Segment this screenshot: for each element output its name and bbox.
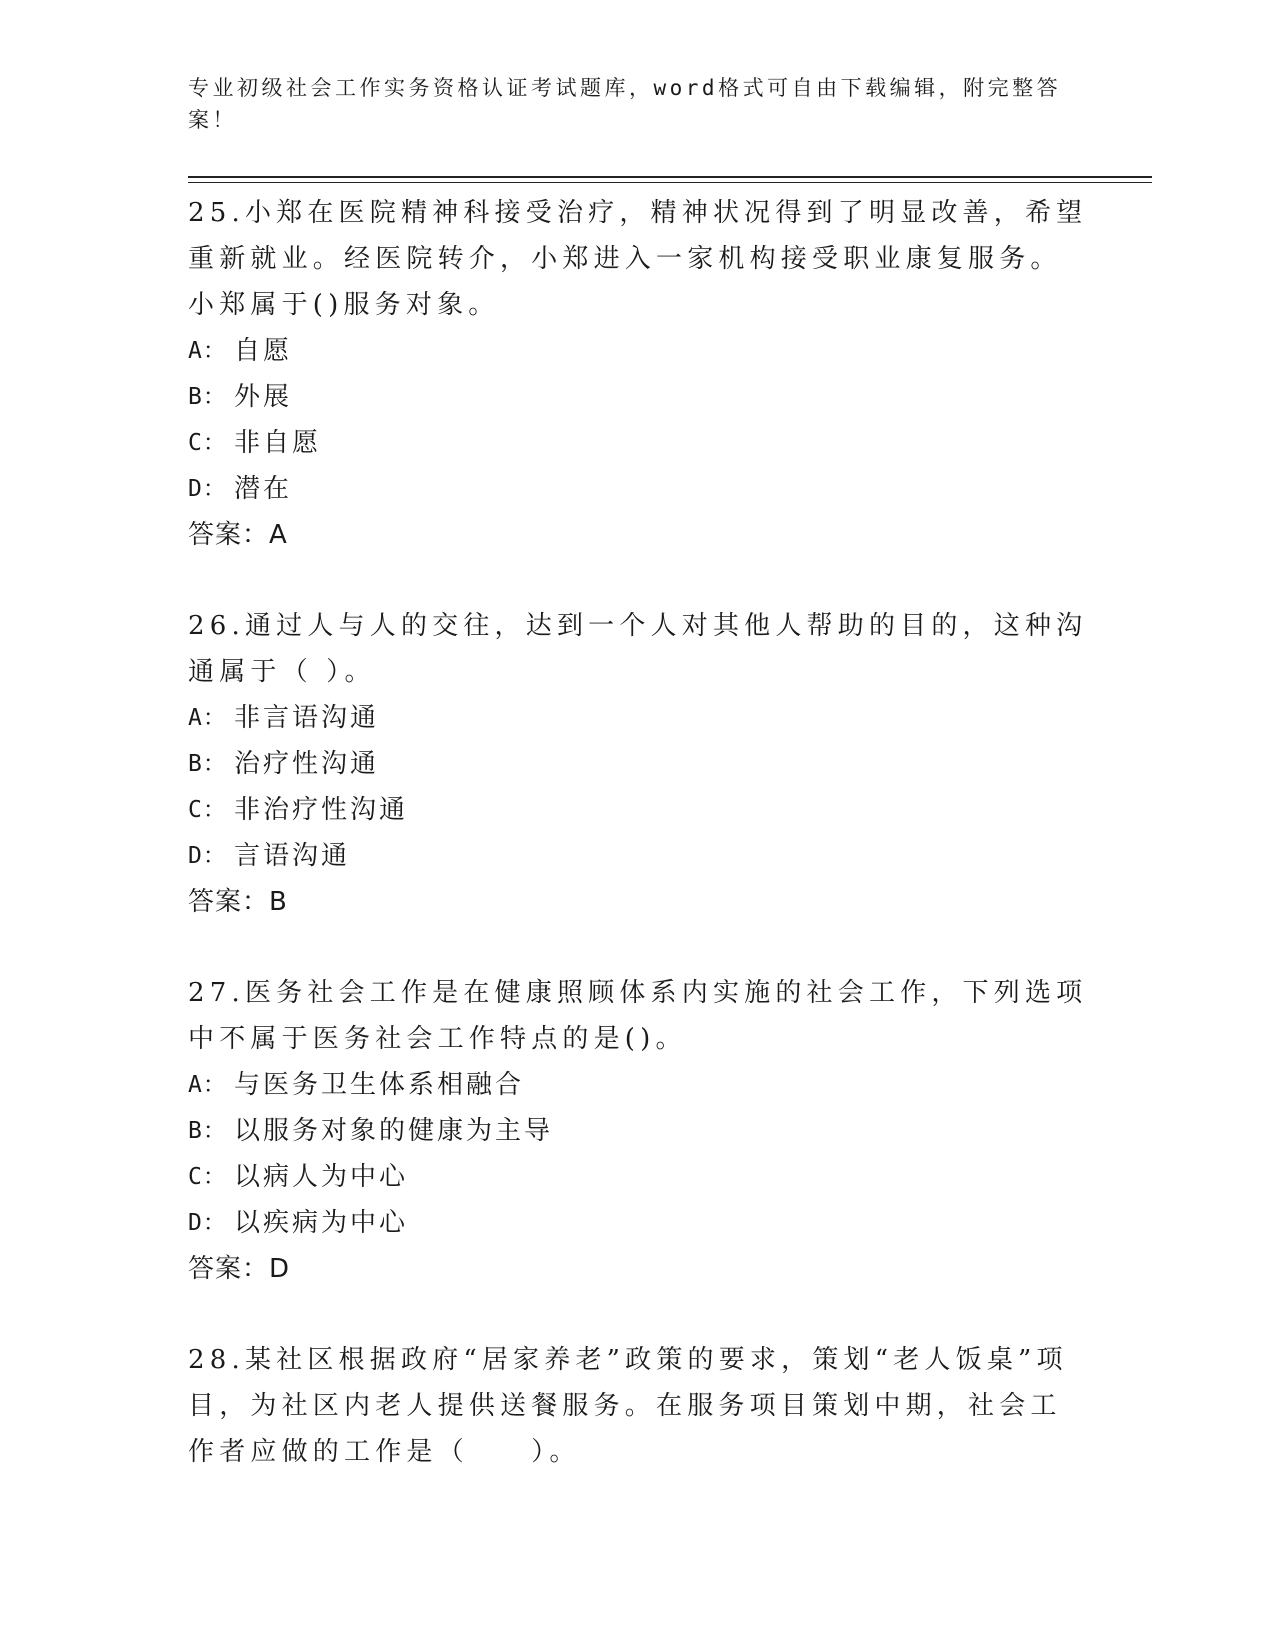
- answer-line: 答案：D: [188, 1254, 291, 1284]
- option-key: C：: [188, 797, 227, 823]
- option-text: 言语沟通: [234, 841, 351, 871]
- option-a: [188, 695, 1088, 741]
- option-key: A：: [188, 705, 227, 731]
- option-key: B：: [188, 1118, 227, 1144]
- option-b: [188, 374, 1088, 420]
- option-c: [188, 420, 1088, 466]
- option-text: 以服务对象的健康为主导: [234, 1116, 554, 1146]
- option-d: [188, 466, 1088, 512]
- page-header: 专业初级社会工作实务资格认证考试题库，word格式可自由下载编辑，附完整答案！: [188, 76, 1062, 132]
- option-d: [188, 833, 1088, 879]
- option-key: C：: [188, 1164, 227, 1190]
- option-c: [188, 787, 1088, 833]
- option-key: B：: [188, 384, 227, 410]
- question-list: [188, 190, 1088, 1520]
- question-stem: 26.通过人与人的交往，达到一个人对其他人帮助的目的，这种沟通属于（ ）。: [188, 611, 1088, 687]
- option-key: C：: [188, 430, 227, 456]
- question-28: [188, 1337, 1088, 1475]
- option-key: A：: [188, 1072, 227, 1098]
- option-text: 自愿: [234, 336, 293, 366]
- question-25: [188, 190, 1088, 558]
- option-text: 与医务卫生体系相融合: [234, 1070, 525, 1100]
- answer-line: 答案：A: [188, 520, 288, 550]
- question-stem: 27.医务社会工作是在健康照顾体系内实施的社会工作，下列选项中不属于医务社会工作特点的是()。: [188, 978, 1088, 1054]
- option-a: [188, 328, 1088, 374]
- option-key: D：: [188, 476, 227, 502]
- option-text: 非治疗性沟通: [234, 795, 409, 825]
- option-b: [188, 741, 1088, 787]
- option-text: 外展: [234, 382, 293, 412]
- option-key: B：: [188, 751, 227, 777]
- question-stem: 28.某社区根据政府“居家养老”政策的要求，策划“老人饭桌”项目，为社区内老人提供送餐服务。在服务项目策划中期，社会工作者应做的工作是（ ）。: [188, 1345, 1068, 1467]
- option-c: [188, 1154, 1088, 1200]
- question-27: [188, 970, 1088, 1292]
- option-text: 以疾病为中心: [234, 1208, 409, 1238]
- option-text: 以病人为中心: [234, 1162, 409, 1192]
- answer-line: 答案：B: [188, 887, 288, 917]
- option-text: 治疗性沟通: [234, 749, 380, 779]
- option-key: D：: [188, 1210, 227, 1236]
- option-text: 非言语沟通: [234, 703, 380, 733]
- option-d: [188, 1200, 1088, 1246]
- option-text: 非自愿: [234, 428, 322, 458]
- option-text: 潜在: [234, 474, 293, 504]
- header-rule-thin: [188, 182, 1152, 183]
- option-key: A：: [188, 338, 227, 364]
- option-b: [188, 1108, 1088, 1154]
- option-a: [188, 1062, 1088, 1108]
- question-26: [188, 603, 1088, 925]
- question-stem: 25.小郑在医院精神科接受治疗，精神状况得到了明显改善，希望重新就业。经医院转介，小郑进入一家机构接受职业康复服务。小郑属于()服务对象。: [188, 198, 1088, 320]
- header-rule-thick: [188, 176, 1152, 178]
- option-key: D：: [188, 843, 227, 869]
